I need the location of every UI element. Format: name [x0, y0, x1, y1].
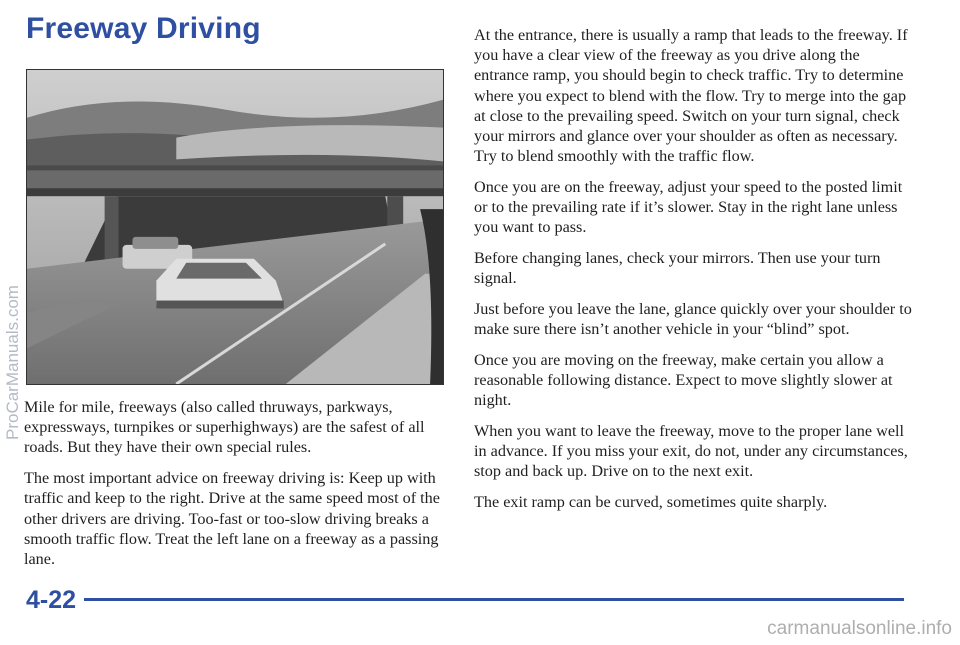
freeway-illustration-drawing: [27, 70, 443, 384]
side-watermark: ProCarManuals.com: [3, 285, 22, 440]
footer-rule: [84, 598, 904, 601]
page-title: Freeway Driving: [26, 12, 261, 45]
page-number: 4-22: [26, 586, 77, 614]
freeway-illustration: [26, 69, 444, 385]
bottom-watermark: carmanualsonline.info: [767, 618, 952, 639]
overpass-shadow: [27, 188, 443, 196]
overpass-railing: [27, 165, 443, 170]
paragraph: When you want to leave the freeway, move to the proper lane well in advance. If you miss your exit, do not, under any circumstances, stop and back up. Drive on to the next exit.: [474, 421, 908, 481]
right-column: [474, 25, 914, 523]
paragraph: Before changing lanes, check your mirrors. Then use your turn signal.: [474, 249, 881, 288]
paragraph: The exit ramp can be curved, sometimes quite sharply.: [474, 493, 828, 512]
left-column: [24, 397, 454, 580]
paragraph: Once you are on the freeway, adjust your speed to the posted limit or to the prevailing rate if it’s slower. Stay in the right lane unless you want to pass.: [474, 177, 903, 237]
paragraph: Just before you leave the lane, glance quickly over your shoulder to make sure there isn’t another vehicle in your “blind” spot.: [474, 299, 912, 339]
paragraph: At the entrance, there is usually a ramp that leads to the freeway. If you have a clear view of the freeway as you drive along the entrance ramp, you should begin to check traffic. Try to determine where you expect to blend with the flow. Try to merge into the gap at close to the prevailing speed. Switch on your turn signal, check your mirrors and glance over your shoulder as often as necessary. Try to blend smoothly with the traffic flow.: [474, 26, 908, 166]
paragraph: Mile for mile, freeways (also called thruways, parkways, expressways, turnpikes or superhighways) are the safest of all roads. But they have their own special rules.: [24, 398, 425, 457]
paragraph: Once you are moving on the freeway, make certain you allow a reasonable following distance. Expect to move slightly slower at night.: [474, 350, 893, 410]
paragraph: The most important advice on freeway driving is: Keep up with traffic and keep to the right. Drive at the same speed most of the other drivers are driving. Too-fast or too-slow driving breaks a smooth traffic flow. Treat the left lane on a freeway as a passing lane.: [24, 469, 440, 568]
